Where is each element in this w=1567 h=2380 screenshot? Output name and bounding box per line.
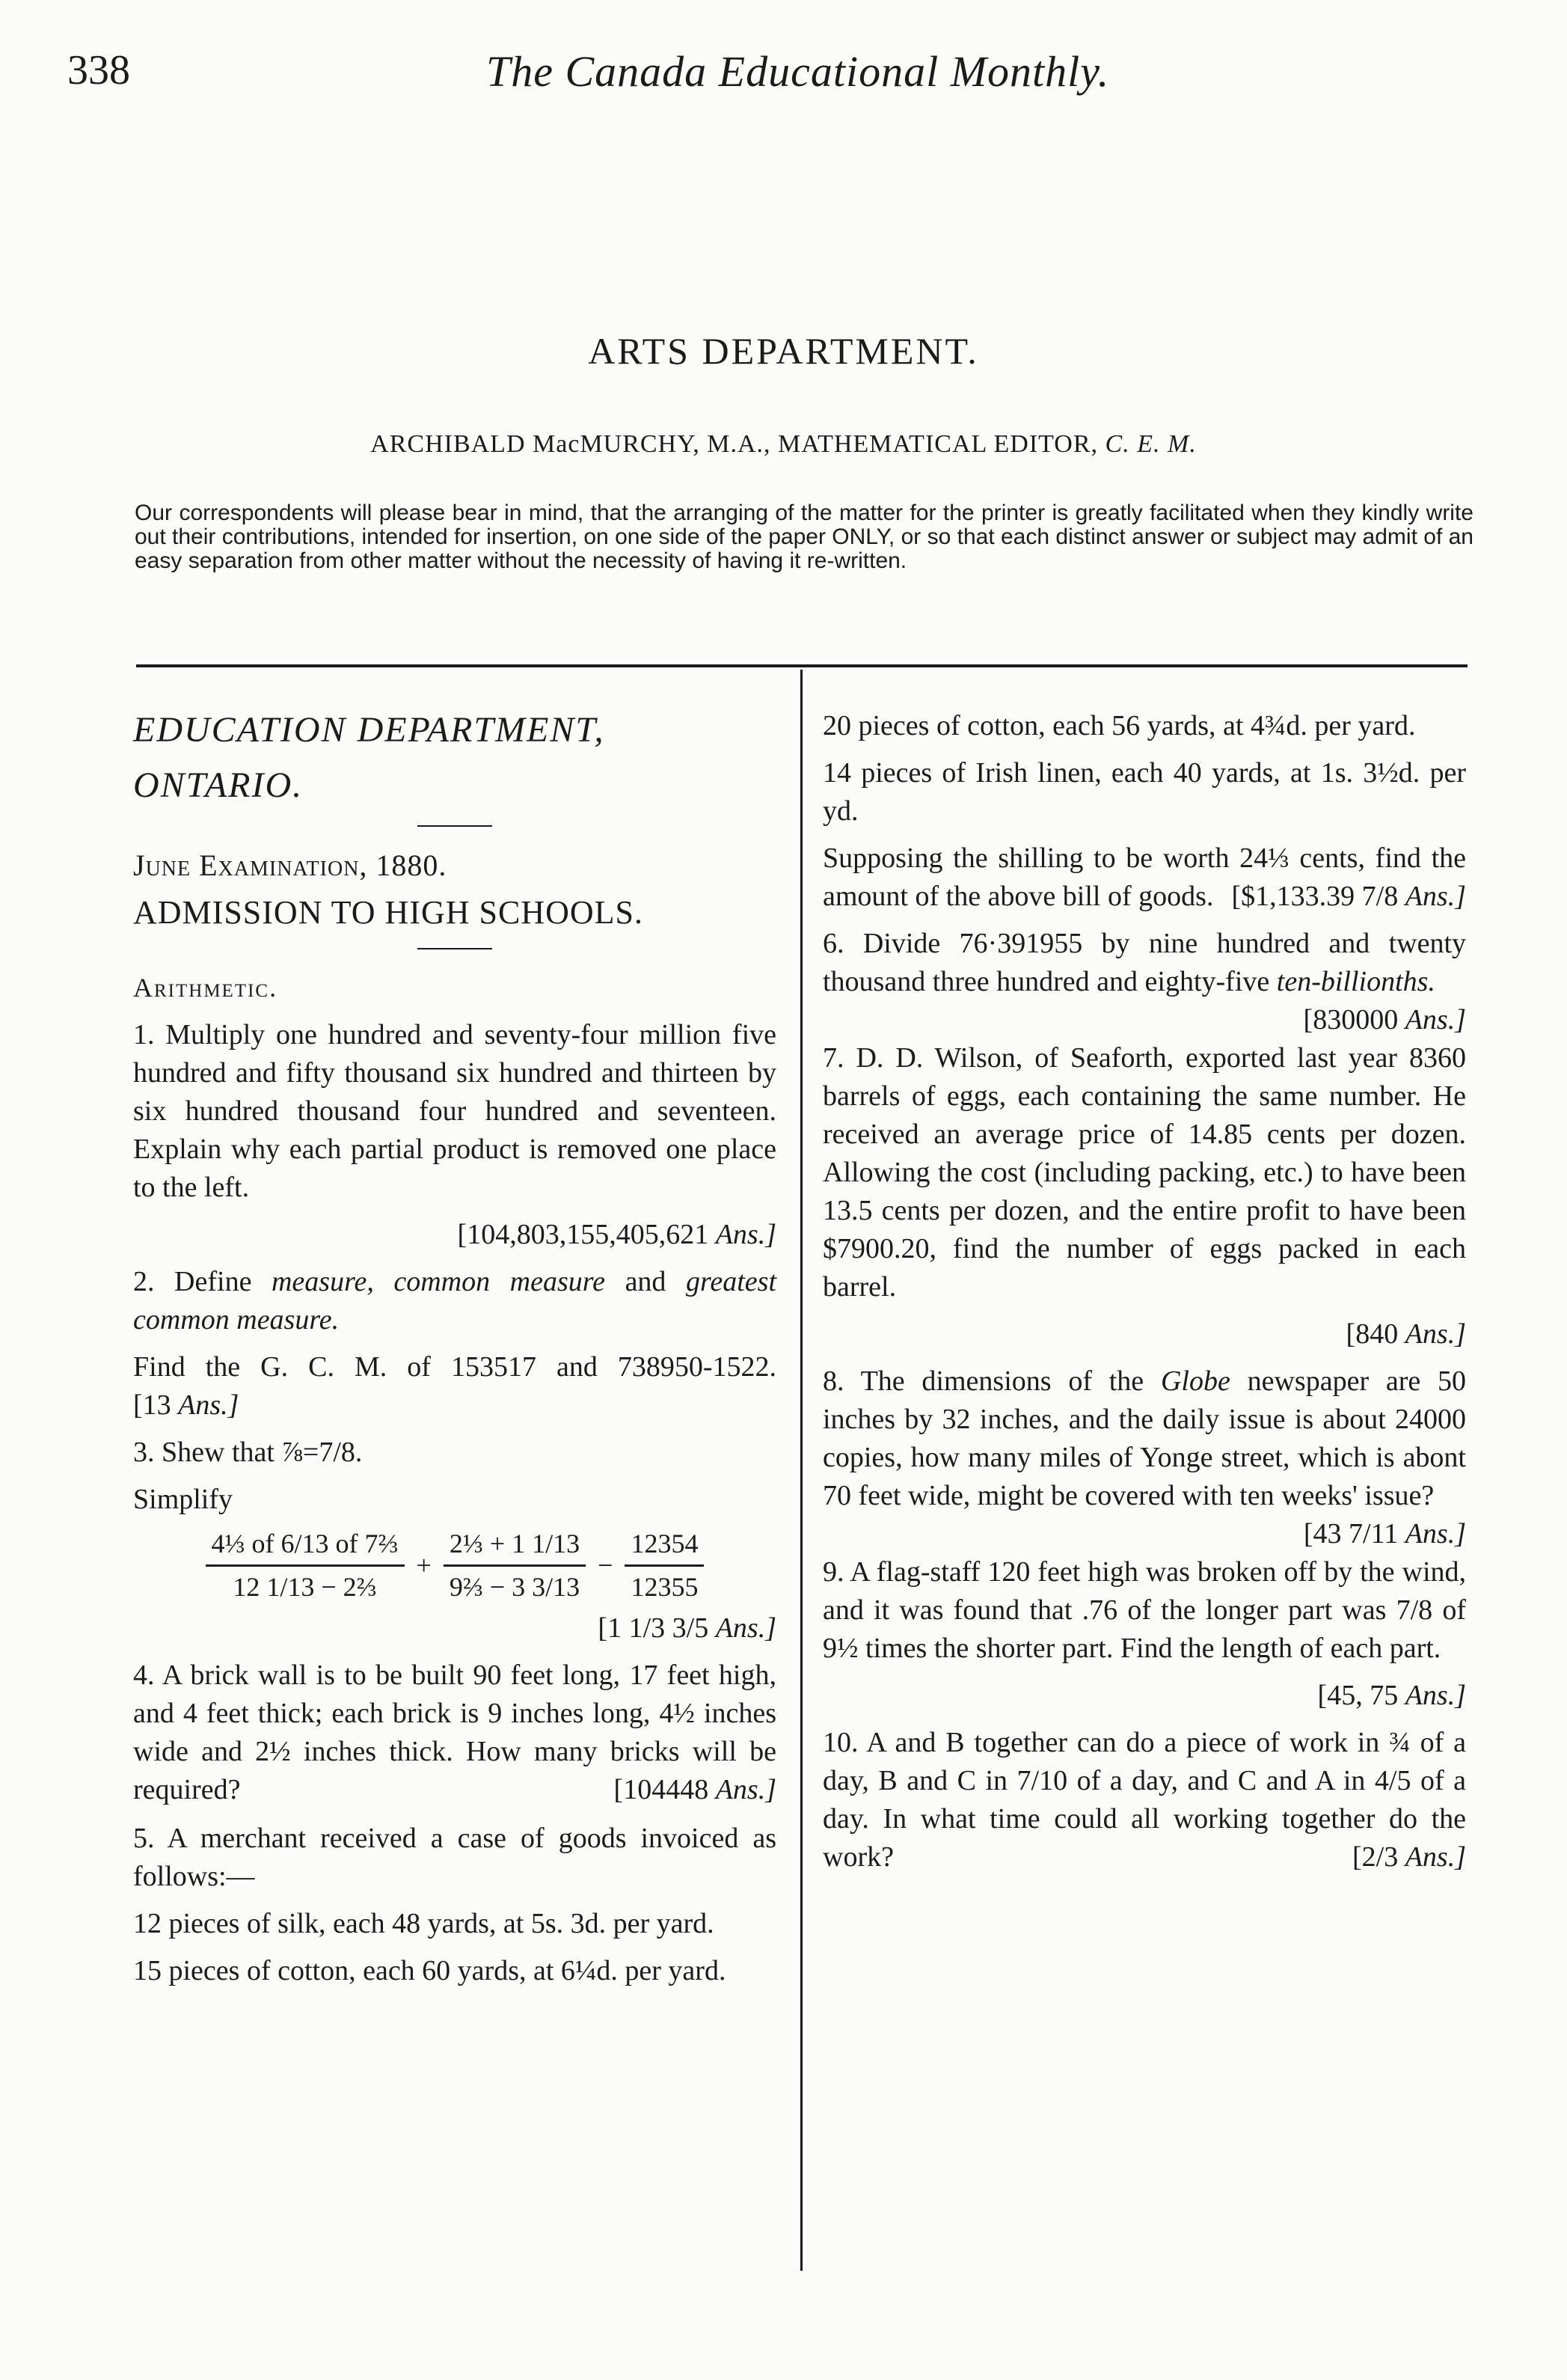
plus-sign: + <box>416 1550 432 1580</box>
editor-name: ARCHIBALD MacMURCHY, M.A., MATHEMATICAL EDITOR, <box>370 430 1099 458</box>
editor-line <box>0 430 1567 459</box>
answer-label: Ans.] <box>1405 1841 1466 1873</box>
answer-6-value: [830000 <box>1303 1004 1399 1035</box>
correspondents-notice: Our correspondents will please bear in mind, that the arranging of the matter for the printer is greatly facilitated when they kindly write out their contributions, intended for insertion, on one side of the paper ONLY, or so that each distinct answer or subject may admit of an easy separation from other matter without the necessity of having it re-written. <box>135 501 1474 573</box>
answer-10-value: [2/3 <box>1352 1841 1399 1873</box>
answer-3-value: [1 1/3 3/5 <box>598 1612 709 1644</box>
answer-9 <box>823 1677 1466 1715</box>
column-divider <box>800 670 803 2271</box>
answer-6 <box>1304 1001 1466 1039</box>
question-2-text: 2. Define <box>133 1266 252 1297</box>
question-6 <box>823 925 1466 1035</box>
answer-label: Ans.] <box>715 1774 776 1805</box>
answer-2-value: [13 <box>133 1389 171 1421</box>
fraction-2-denominator: 9⅔ − 3 3/13 <box>449 1572 580 1602</box>
answer-5 <box>1231 878 1466 916</box>
fraction-2-numerator: 2⅓ + 1 1/13 <box>444 1525 586 1567</box>
horizontal-rule <box>136 664 1468 667</box>
answer-label: Ans.] <box>715 1612 776 1644</box>
fraction-1-numerator: 4⅓ of 6/13 of 7⅔ <box>206 1525 405 1567</box>
subject-heading: Arithmetic. <box>133 973 278 1003</box>
question-3: 3. Shew that ⅞=7/8. <box>133 1437 363 1468</box>
question-5-instruction-text: Supposing the shilling to be worth 24⅓ cents, find the amount of the above bill of goods. <box>823 842 1466 912</box>
heading-education-department: EDUCATION DEPARTMENT, <box>133 710 605 750</box>
question-5-item-linen: 14 pieces of Irish linen, each 40 yards, at 1s. 3½d. per yd. <box>823 757 1466 827</box>
question-8-text-a: 8. The dimensions of the <box>823 1365 1144 1397</box>
question-2-term-gcm: greatest common measure. <box>133 1266 776 1336</box>
question-7: 7. D. D. Wilson, of Seaforth, exported last year 8360 barrels of eggs, each containing the same number. He received an average price of 14.85 cents per dozen. Allowing the cost (including packing, etc.) to have been 13.5 cents per dozen, and the entire profit to have been $7900.20, find the number of eggs packed in each barrel. <box>823 1042 1466 1303</box>
page-number: 338 <box>67 47 130 94</box>
question-5: 5. A merchant received a case of goods invoiced as follows:— <box>133 1823 776 1892</box>
question-6-term: ten-billionths. <box>1276 966 1435 997</box>
answer-label: Ans.] <box>715 1219 776 1250</box>
fraction-2 <box>444 1525 586 1606</box>
question-8 <box>823 1362 1467 1550</box>
fraction-1 <box>206 1525 405 1606</box>
admission-heading: ADMISSION TO HIGH SCHOOLS. <box>133 894 644 931</box>
minus-sign: − <box>598 1550 613 1580</box>
answer-5-value: [$1,133.39 7/8 <box>1231 881 1399 912</box>
question-4-text: 4. A brick wall is to be built 90 feet long, 17 feet high, and 4 feet thick; each brick is 9 inches long, 4½ inches wide and 2½ inches thick. How many bricks will be required? <box>133 1659 776 1805</box>
right-column <box>823 707 1466 1885</box>
answer-label: Ans.] <box>1405 881 1466 912</box>
simplify-expression <box>133 1525 776 1606</box>
answer-label: Ans.] <box>1405 1318 1466 1350</box>
answer-label: Ans.] <box>1405 1004 1466 1035</box>
answer-4 <box>614 1771 776 1809</box>
question-6-text: 6. Divide 76·391955 by nine hundred and twenty thousand three hundred and eighty-five <box>823 928 1466 997</box>
question-10 <box>823 1724 1466 1876</box>
answer-3 <box>133 1609 776 1648</box>
question-2 <box>133 1263 776 1339</box>
answer-label: Ans.] <box>178 1389 239 1421</box>
editor-abbrev: C. E. M. <box>1105 430 1197 458</box>
answer-10 <box>1352 1838 1466 1876</box>
question-2-term: measure, common measure <box>271 1266 606 1297</box>
section-dash <box>417 825 492 827</box>
answer-2 <box>133 1389 239 1421</box>
answer-4-value: [104448 <box>613 1774 709 1805</box>
answer-label: Ans.] <box>1405 1680 1466 1711</box>
left-column <box>133 707 776 1999</box>
answer-7 <box>823 1315 1466 1353</box>
question-2b-text: Find the G. C. M. of 153517 and 738950-1522. <box>133 1351 776 1383</box>
answer-1 <box>133 1216 776 1254</box>
answer-7-value: [840 <box>1346 1318 1399 1350</box>
question-8-text-b: newspaper are 50 inches by 32 inches, and the daily issue is about 24000 copies, how many miles of Yonge street, which is abont 70 feet wide, might be covered with ten weeks' issue? <box>823 1365 1467 1511</box>
question-5-item-cotton-2: 20 pieces of cotton, each 56 yards, at 4¾d. per yard. <box>823 710 1416 741</box>
exam-date: June Examination, 1880. <box>133 848 447 882</box>
fraction-3-denominator: 12355 <box>631 1572 699 1602</box>
fraction-3-numerator: 12354 <box>625 1525 704 1567</box>
answer-9-value: [45, 75 <box>1317 1680 1399 1711</box>
answer-label: Ans.] <box>1405 1518 1466 1550</box>
question-8-globe: Globe <box>1160 1365 1230 1397</box>
heading-ontario: ONTARIO. <box>133 765 304 805</box>
question-3-simplify: Simplify <box>133 1484 233 1515</box>
question-4 <box>133 1656 776 1809</box>
question-9: 9. A flag-staff 120 feet high was broken off by the wind, and it was found that .76 of the longer part was 7/8 of 9½ times the shorter part. Find the length of each part. <box>823 1556 1466 1664</box>
fraction-3 <box>625 1525 704 1606</box>
question-5-item-cotton: 15 pieces of cotton, each 60 yards, at 6¼d. per yard. <box>133 1955 726 1986</box>
answer-1-value: [104,803,155,405,621 <box>457 1219 709 1250</box>
question-2b <box>133 1348 776 1425</box>
journal-title: The Canada Educational Monthly. <box>486 47 1110 96</box>
answer-8-value: [43 7/11 <box>1303 1518 1399 1550</box>
question-10-text: 10. A and B together can do a piece of work in ¾ of a day, B and C in 7/10 of a day, and C and A in 4/5 of a day. In what time could all working together do the work? <box>823 1727 1466 1873</box>
running-head <box>67 46 1537 99</box>
question-5-item-silk: 12 pieces of silk, each 48 yards, at 5s. 3d. per yard. <box>133 1908 714 1939</box>
section-dash <box>417 948 492 949</box>
question-1: 1. Multiply one hundred and seventy-four million five hundred and fifty thousand six hundred and thirteen by six hundred thousand four hundred and seventeen. Explain why each partial product is removed one place to the left. <box>133 1019 776 1203</box>
fraction-1-denominator: 12 1/13 − 2⅔ <box>233 1572 377 1602</box>
question-5-instruction <box>823 839 1466 916</box>
department-title: ARTS DEPARTMENT. <box>588 330 979 372</box>
answer-8 <box>1304 1515 1466 1553</box>
question-2-and: and <box>625 1266 666 1297</box>
